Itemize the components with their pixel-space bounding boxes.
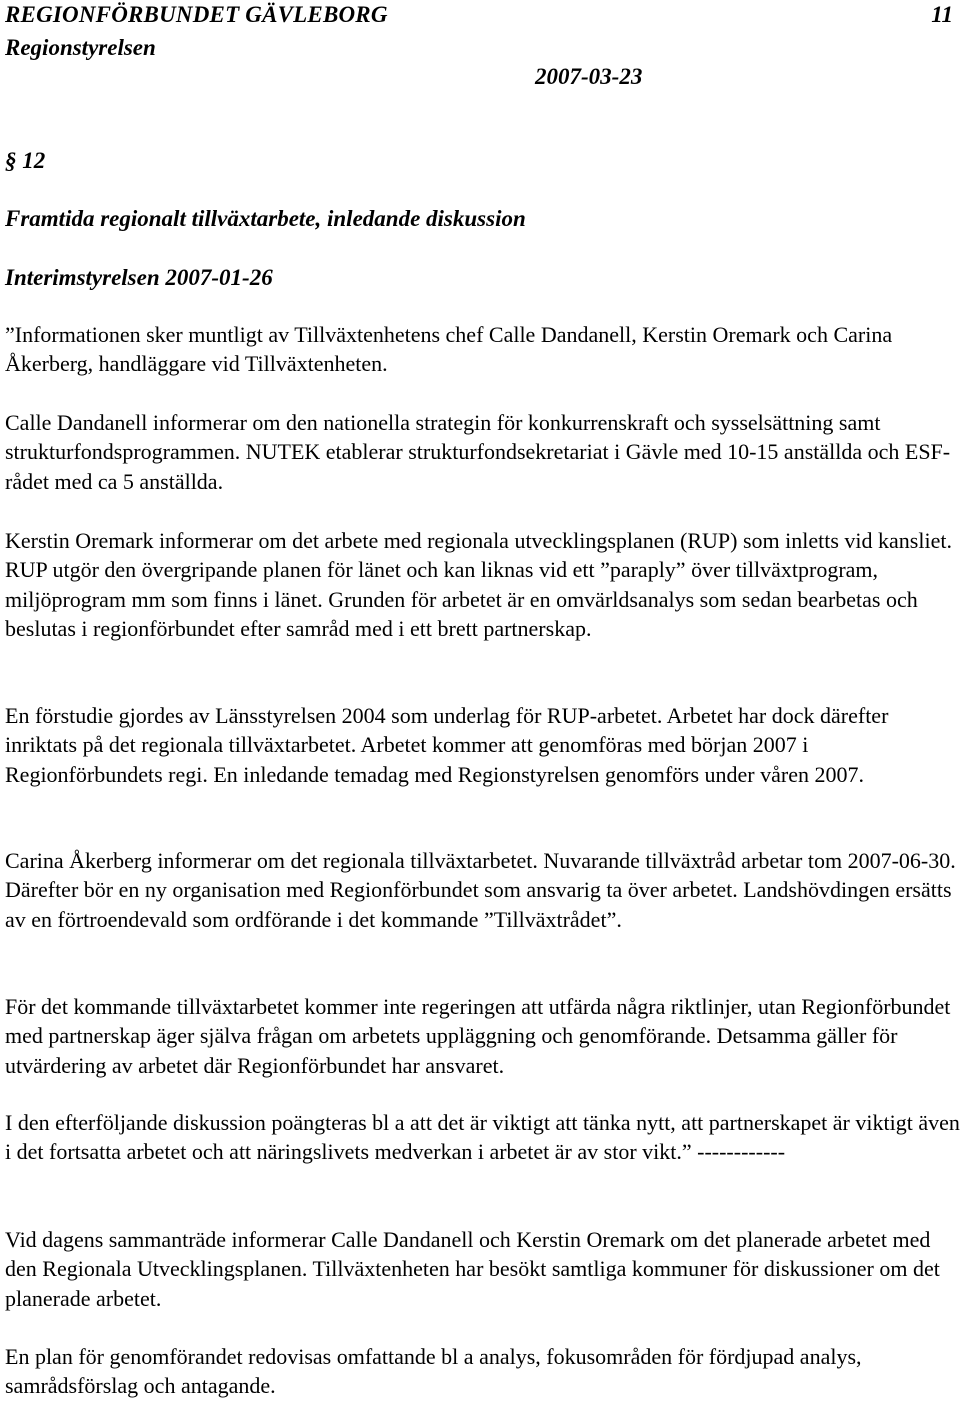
paragraph-guidelines: För det kommande tillväxtarbetet kommer inte regeringen att utfärda några riktlinjer, utan Regionförbundet med partnerskap äger själva frågan om arbetets uppläggning och genomförande. Detsamma gäller för utvärdering av arbetet där Regionförbundet har ansvaret. [5,994,951,1078]
paragraph-prestudy: En förstudie gjordes av Länsstyrelsen 2004 som underlag för RUP-arbetet. Arbetet har dock därefter inriktats på det regionala tillväxtarbetet. Arbetet kommer att genomföras med början 2007 i Regionförbundets regi. En inledande temadag med Regionstyrelsen genomförs under våren 2007. [5,703,889,787]
header-department: Regionstyrelsen [5,35,156,60]
paragraph-rup: Kerstin Oremark informerar om det arbete med regionala utvecklingsplanen (RUP) som inletts vid kansliet. RUP utgör den övergripande planen för länet och kan liknas vid ett ”paraply” över tillväxtprogram, miljöprogram mm som finns i länet. Grunden för arbetet är en omvärldsanalys som sedan bearbetas och beslutas i regionförbundet efter samråd med i ett brett partnerskap. [5,528,952,641]
section-number: § 12 [5,148,46,173]
header-organization: REGIONFÖRBUNDET GÄVLEBORG [5,2,388,27]
paragraph-todays-meeting: Vid dagens sammanträde informerar Calle Dandanell och Kerstin Oremark om det planerade arbetet med den Regionala Utvecklingsplanen. Tillväxtenheten har besökt samtliga kommuner för diskussioner om det planerade arbetet. [5,1227,940,1311]
header-date: 2007-03-23 [535,64,643,89]
paragraph-national-strategy: Calle Dandanell informerar om den nationella strategin för konkurrenskraft och sysselsättning samt strukturfondsprogrammen. NUTEK etablerar strukturfondsekretariat i Gävle med 10-15 anställda och ESF-rådet med ca 5 anställda. [5,410,951,494]
paragraph-plan: En plan för genomförandet redovisas omfattande bl a analys, fokusområden för fördjupad analys, samrådsförslag och antagande. [5,1344,862,1399]
page-number: 11 [931,2,953,27]
paragraph-intro: ”Informationen sker muntligt av Tillväxtenhetens chef Calle Dandanell, Kerstin Oremark och Carina Åkerberg, handläggare vid Tillväxtenheten. [5,322,893,377]
paragraph-growth-work: Carina Åkerberg informerar om det regionala tillväxtarbetet. Nuvarande tillväxtråd arbetar tom 2007-06-30. Därefter bör en ny organisation med Regionförbundet som ansvarig ta över arbetet. Landshövdingen ersätts av en förtroendevald som ordförande i det kommande ”Tillväxtrådet”. [5,848,956,932]
section-title: Framtida regionalt tillväxtarbete, inledande diskussion [5,206,526,231]
paragraph-discussion: I den efterföljande diskussion poängteras bl a att det är viktigt att tänka nytt, att partnerskapet är viktigt även i det fortsatta arbetet och att näringslivets medverkan i arbetet är av stor vikt.” ------------ [5,1110,960,1165]
section-subtitle: Interimstyrelsen 2007-01-26 [5,265,273,290]
